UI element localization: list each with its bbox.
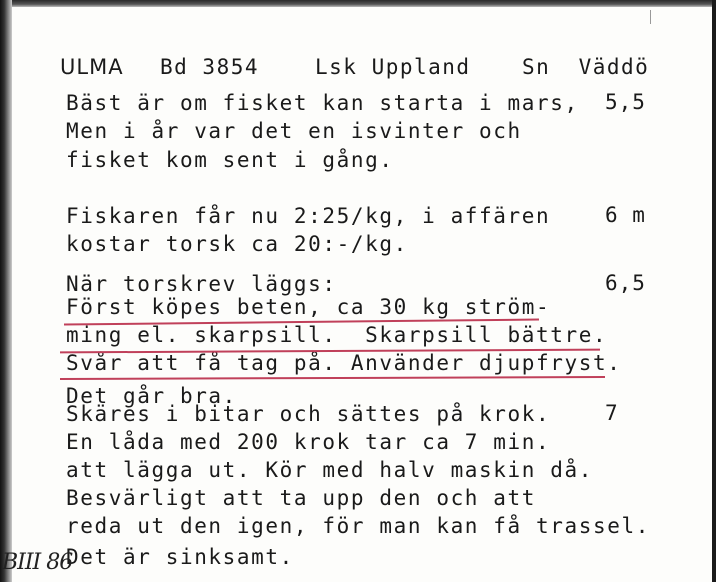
paragraph-3-line-3: ming el. skarpsill. Skarpsill bättre. bbox=[66, 323, 608, 347]
parish-label: Sn Väddö bbox=[522, 55, 650, 79]
paragraph-3-line-2: Först köpes beten, ca 30 kg ström- bbox=[66, 295, 551, 319]
province-label: Lsk Uppland bbox=[315, 55, 471, 79]
paragraph-3-line-1: När torskrev läggs: bbox=[66, 272, 337, 296]
card-left-edge bbox=[0, 0, 12, 582]
paragraph-3-page-ref: 6,5 bbox=[605, 271, 646, 295]
paragraph-4-line-2: En låda med 200 krok tar ca 7 min. bbox=[66, 430, 551, 454]
card-tick-mark bbox=[650, 10, 651, 24]
paragraph-4-line-3: att lägga ut. Kör med halv maskin då. bbox=[66, 458, 593, 482]
paragraph-1-line-1: Bäst är om fisket kan starta i mars, bbox=[66, 91, 579, 115]
underline-3 bbox=[60, 376, 605, 380]
margin-note: BIII 86 bbox=[2, 550, 73, 575]
paragraph-1-line-2: Men i år var det en isvinter och bbox=[66, 119, 522, 143]
paragraph-4-page-ref: 7 bbox=[605, 401, 619, 425]
card-top-edge bbox=[0, 0, 716, 7]
paragraph-3-line-4: Svår att få tag på. Använder djupfryst. bbox=[66, 351, 622, 375]
paragraph-4-line-4: Besvärligt att ta upp den och att bbox=[66, 486, 537, 510]
paragraph-2-line-1: Fiskaren får nu 2:25/kg, i affären bbox=[66, 204, 551, 228]
paragraph-3-line-5: Det går bra. bbox=[66, 384, 237, 408]
paragraph-1-line-3: fisket kom sent i gång. bbox=[66, 148, 394, 172]
paragraph-4-line-1: Skäres i bitar och sättes på krok. bbox=[66, 402, 551, 426]
paragraph-2-line-2: kostar torsk ca 20:-/kg. bbox=[66, 232, 408, 256]
paragraph-4-line-6: Det är sinksamt. bbox=[66, 545, 294, 569]
paragraph-1-page-ref: 5,5 bbox=[605, 90, 646, 114]
collection-label: ULMA bbox=[60, 55, 124, 79]
record-number: Bd 3854 bbox=[160, 55, 260, 79]
paragraph-2-page-ref: 6 m bbox=[605, 203, 646, 227]
paragraph-4-line-5: reda ut den igen, för man kan få trassel. bbox=[66, 514, 650, 538]
card-right-edge bbox=[712, 0, 716, 582]
